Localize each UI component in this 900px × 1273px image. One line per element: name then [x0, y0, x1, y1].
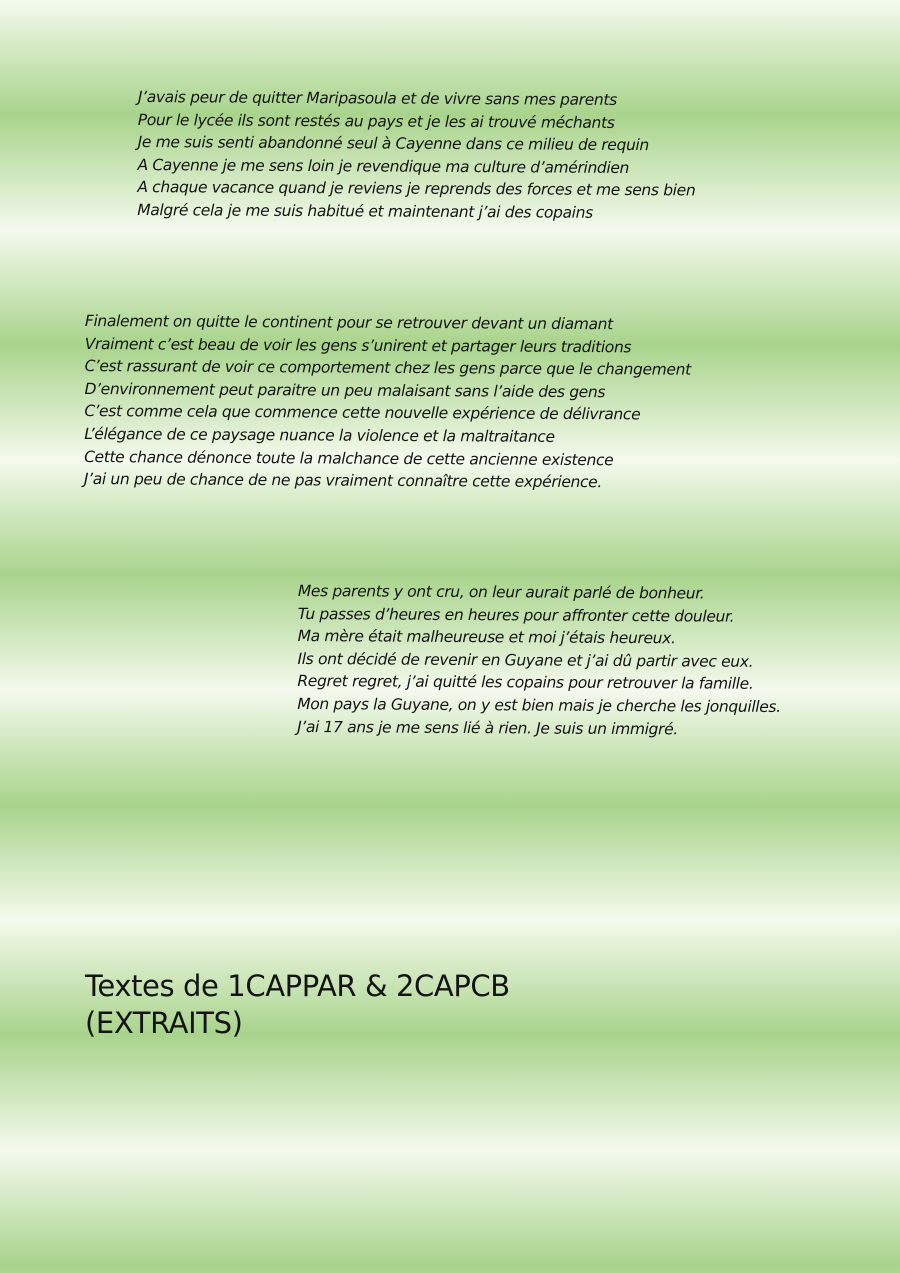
poem-line: J’ai un peu de chance de ne pas vraiment connaître cette expérience. [83, 470, 602, 492]
credit-line-authors: Textes de 1CAPPAR & 2CAPCB [85, 969, 510, 1003]
credit-line-extracts: (EXTRAITS) [85, 1006, 243, 1040]
poem-line: Ils ont décidé de revenir en Guyane et j’ai dû partir avec eux. [297, 649, 754, 671]
poem-line: Mes parents y ont cru, on leur aurait parlé de bonheur. [297, 581, 705, 603]
poem-line: C’est rassurant de voir ce comportement chez les gens parce que le changement [84, 357, 691, 379]
stanza-2 [84, 310, 691, 494]
poem-line: Vraiment c’est beau de voir les gens s’unirent et partager leurs traditions [84, 334, 632, 356]
stanza-1 [137, 86, 696, 225]
poem-line: L’élégance de ce paysage nuance la violence et la maltraitance [84, 424, 555, 446]
poem-line: J’ai 17 ans je me sens lié à rien. Je suis un immigré. [297, 717, 678, 738]
poem-line: C’est comme cela que commence cette nouvelle expérience de délivrance [84, 402, 641, 424]
poem-line: A Cayenne je me sens loin je revendique ma culture d’amérindien [137, 155, 630, 177]
poem-line: Malgré cela je me suis habitué et maintenant j’ai des copains [137, 200, 593, 222]
poem-line: Regret regret, j’ai quitté les copains pour retrouver la famille. [297, 672, 754, 694]
poem-line: A chaque vacance quand je reviens je reprends des forces et me sens bien [137, 178, 696, 200]
poem-line: Pour le lycée ils sont restés au pays et je les ai trouvé méchants [137, 110, 615, 132]
poem-line: Mon pays la Guyane, on y est bien mais je cherche les jonquilles. [297, 694, 781, 716]
poem-line: Finalement on quitte le continent pour se retrouver devant un diamant [84, 311, 613, 334]
stanza-3 [297, 580, 781, 741]
poem-line: Cette chance dénonce toute la malchance de cette ancienne existence [84, 447, 614, 469]
poem-line: Tu passes d’heures en heures pour affronter cette douleur. [297, 604, 735, 626]
poem-line: Je me suis senti abandonné seul à Cayenne dans ce milieu de requin [137, 133, 649, 155]
poem-line: Ma mère était malheureuse et moi j’étais heureux. [297, 627, 676, 648]
poem-line: D’environnement peut paraitre un peu malaisant sans l’aide des gens [84, 379, 606, 401]
poem-line: J’avais peur de quitter Maripasoula et de vivre sans mes parents [137, 87, 617, 109]
credit-heading [85, 968, 510, 1042]
